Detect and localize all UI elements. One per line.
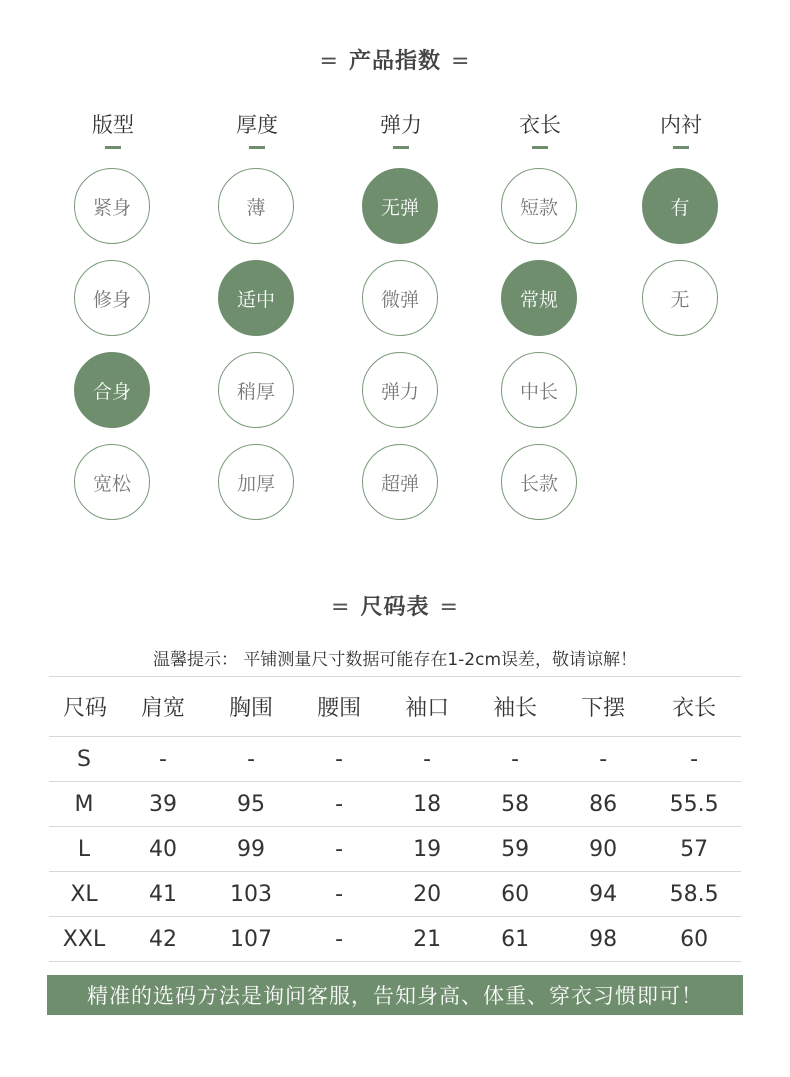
- title-deco-right: =: [451, 49, 471, 74]
- product-index-title: [0, 44, 790, 75]
- size-value-cell: 60: [647, 917, 741, 962]
- index-column: [626, 110, 736, 530]
- size-table-header-cell: 下摆: [559, 677, 647, 737]
- size-value-cell: 21: [383, 917, 471, 962]
- title-deco-left: =: [319, 49, 339, 74]
- size-table: [49, 676, 741, 962]
- size-table-header-cell: 肩宽: [119, 677, 207, 737]
- index-option: 弹力: [362, 352, 438, 428]
- title-deco-right: =: [439, 595, 459, 620]
- column-underline: [673, 146, 689, 149]
- size-value-cell: 39: [119, 782, 207, 827]
- size-value-cell: -: [383, 737, 471, 782]
- size-table-header-cell: 腰围: [295, 677, 383, 737]
- size-value-cell: 90: [559, 827, 647, 872]
- size-value-cell: -: [119, 737, 207, 782]
- index-column-label: 内衬: [660, 113, 702, 137]
- title-deco-left: =: [331, 595, 351, 620]
- size-value-cell: -: [295, 737, 383, 782]
- index-column-label: 版型: [92, 113, 134, 137]
- table-row: [49, 872, 741, 917]
- index-option: 长款: [501, 444, 577, 520]
- size-value-cell: 103: [207, 872, 295, 917]
- index-column-label: 衣长: [519, 113, 561, 137]
- size-value-cell: 58.5: [647, 872, 741, 917]
- index-option-selected: 常规: [501, 260, 577, 336]
- size-table-header-cell: 衣长: [647, 677, 741, 737]
- size-label-cell: S: [49, 737, 119, 782]
- table-row: [49, 737, 741, 782]
- size-value-cell: -: [207, 737, 295, 782]
- size-value-cell: 42: [119, 917, 207, 962]
- size-table-body: [49, 737, 741, 962]
- index-column: [202, 110, 312, 530]
- size-value-cell: 98: [559, 917, 647, 962]
- size-value-cell: -: [559, 737, 647, 782]
- column-underline: [393, 146, 409, 149]
- size-value-cell: 86: [559, 782, 647, 827]
- size-value-cell: 59: [471, 827, 559, 872]
- index-option: 宽松: [74, 444, 150, 520]
- table-row: [49, 827, 741, 872]
- size-table-header-cell: 袖口: [383, 677, 471, 737]
- index-option: 紧身: [74, 168, 150, 244]
- index-column: [485, 110, 595, 530]
- index-option: 超弹: [362, 444, 438, 520]
- size-value-cell: -: [295, 872, 383, 917]
- size-value-cell: 99: [207, 827, 295, 872]
- index-option: 中长: [501, 352, 577, 428]
- index-column: [346, 110, 456, 530]
- index-option: 修身: [74, 260, 150, 336]
- index-option-selected: 合身: [74, 352, 150, 428]
- index-option-selected: 有: [642, 168, 718, 244]
- size-label-cell: XXL: [49, 917, 119, 962]
- table-row: [49, 782, 741, 827]
- size-value-cell: 19: [383, 827, 471, 872]
- index-option-selected: 适中: [218, 260, 294, 336]
- index-option: 薄: [218, 168, 294, 244]
- size-value-cell: 18: [383, 782, 471, 827]
- size-table-header-cell: 胸围: [207, 677, 295, 737]
- size-table-header-cell: 袖长: [471, 677, 559, 737]
- table-row: [49, 917, 741, 962]
- size-value-cell: -: [471, 737, 559, 782]
- size-value-cell: 60: [471, 872, 559, 917]
- column-underline: [532, 146, 548, 149]
- index-column-label: 弹力: [380, 113, 422, 137]
- size-value-cell: 95: [207, 782, 295, 827]
- size-label-cell: M: [49, 782, 119, 827]
- size-chart-title: [0, 590, 790, 621]
- size-label-cell: XL: [49, 872, 119, 917]
- column-underline: [105, 146, 121, 149]
- index-option: 稍厚: [218, 352, 294, 428]
- column-underline: [249, 146, 265, 149]
- index-column: [58, 110, 168, 530]
- size-chart-title-text: 尺码表: [360, 595, 430, 620]
- size-value-cell: 57: [647, 827, 741, 872]
- size-value-cell: -: [295, 827, 383, 872]
- size-value-cell: 55.5: [647, 782, 741, 827]
- size-value-cell: -: [295, 782, 383, 827]
- size-value-cell: 58: [471, 782, 559, 827]
- size-value-cell: 94: [559, 872, 647, 917]
- size-value-cell: 107: [207, 917, 295, 962]
- size-value-cell: 61: [471, 917, 559, 962]
- size-value-cell: 40: [119, 827, 207, 872]
- index-option: 无: [642, 260, 718, 336]
- index-option: 微弹: [362, 260, 438, 336]
- index-column-label: 厚度: [236, 113, 278, 137]
- footer-banner: 精准的选码方法是询问客服，告知身高、体重、穿衣习惯即可！: [47, 975, 743, 1015]
- size-value-cell: -: [295, 917, 383, 962]
- index-option-selected: 无弹: [362, 168, 438, 244]
- size-value-cell: 41: [119, 872, 207, 917]
- size-table-header-cell: 尺码: [49, 677, 119, 737]
- measurement-note: 温馨提示： 平铺测量尺寸数据可能存在1-2cm误差，敬请谅解！: [152, 650, 638, 670]
- size-value-cell: -: [647, 737, 741, 782]
- index-option: 加厚: [218, 444, 294, 520]
- product-index-title-text: 产品指数: [348, 49, 441, 74]
- size-label-cell: L: [49, 827, 119, 872]
- index-option: 短款: [501, 168, 577, 244]
- size-value-cell: 20: [383, 872, 471, 917]
- size-table-header: [49, 677, 741, 737]
